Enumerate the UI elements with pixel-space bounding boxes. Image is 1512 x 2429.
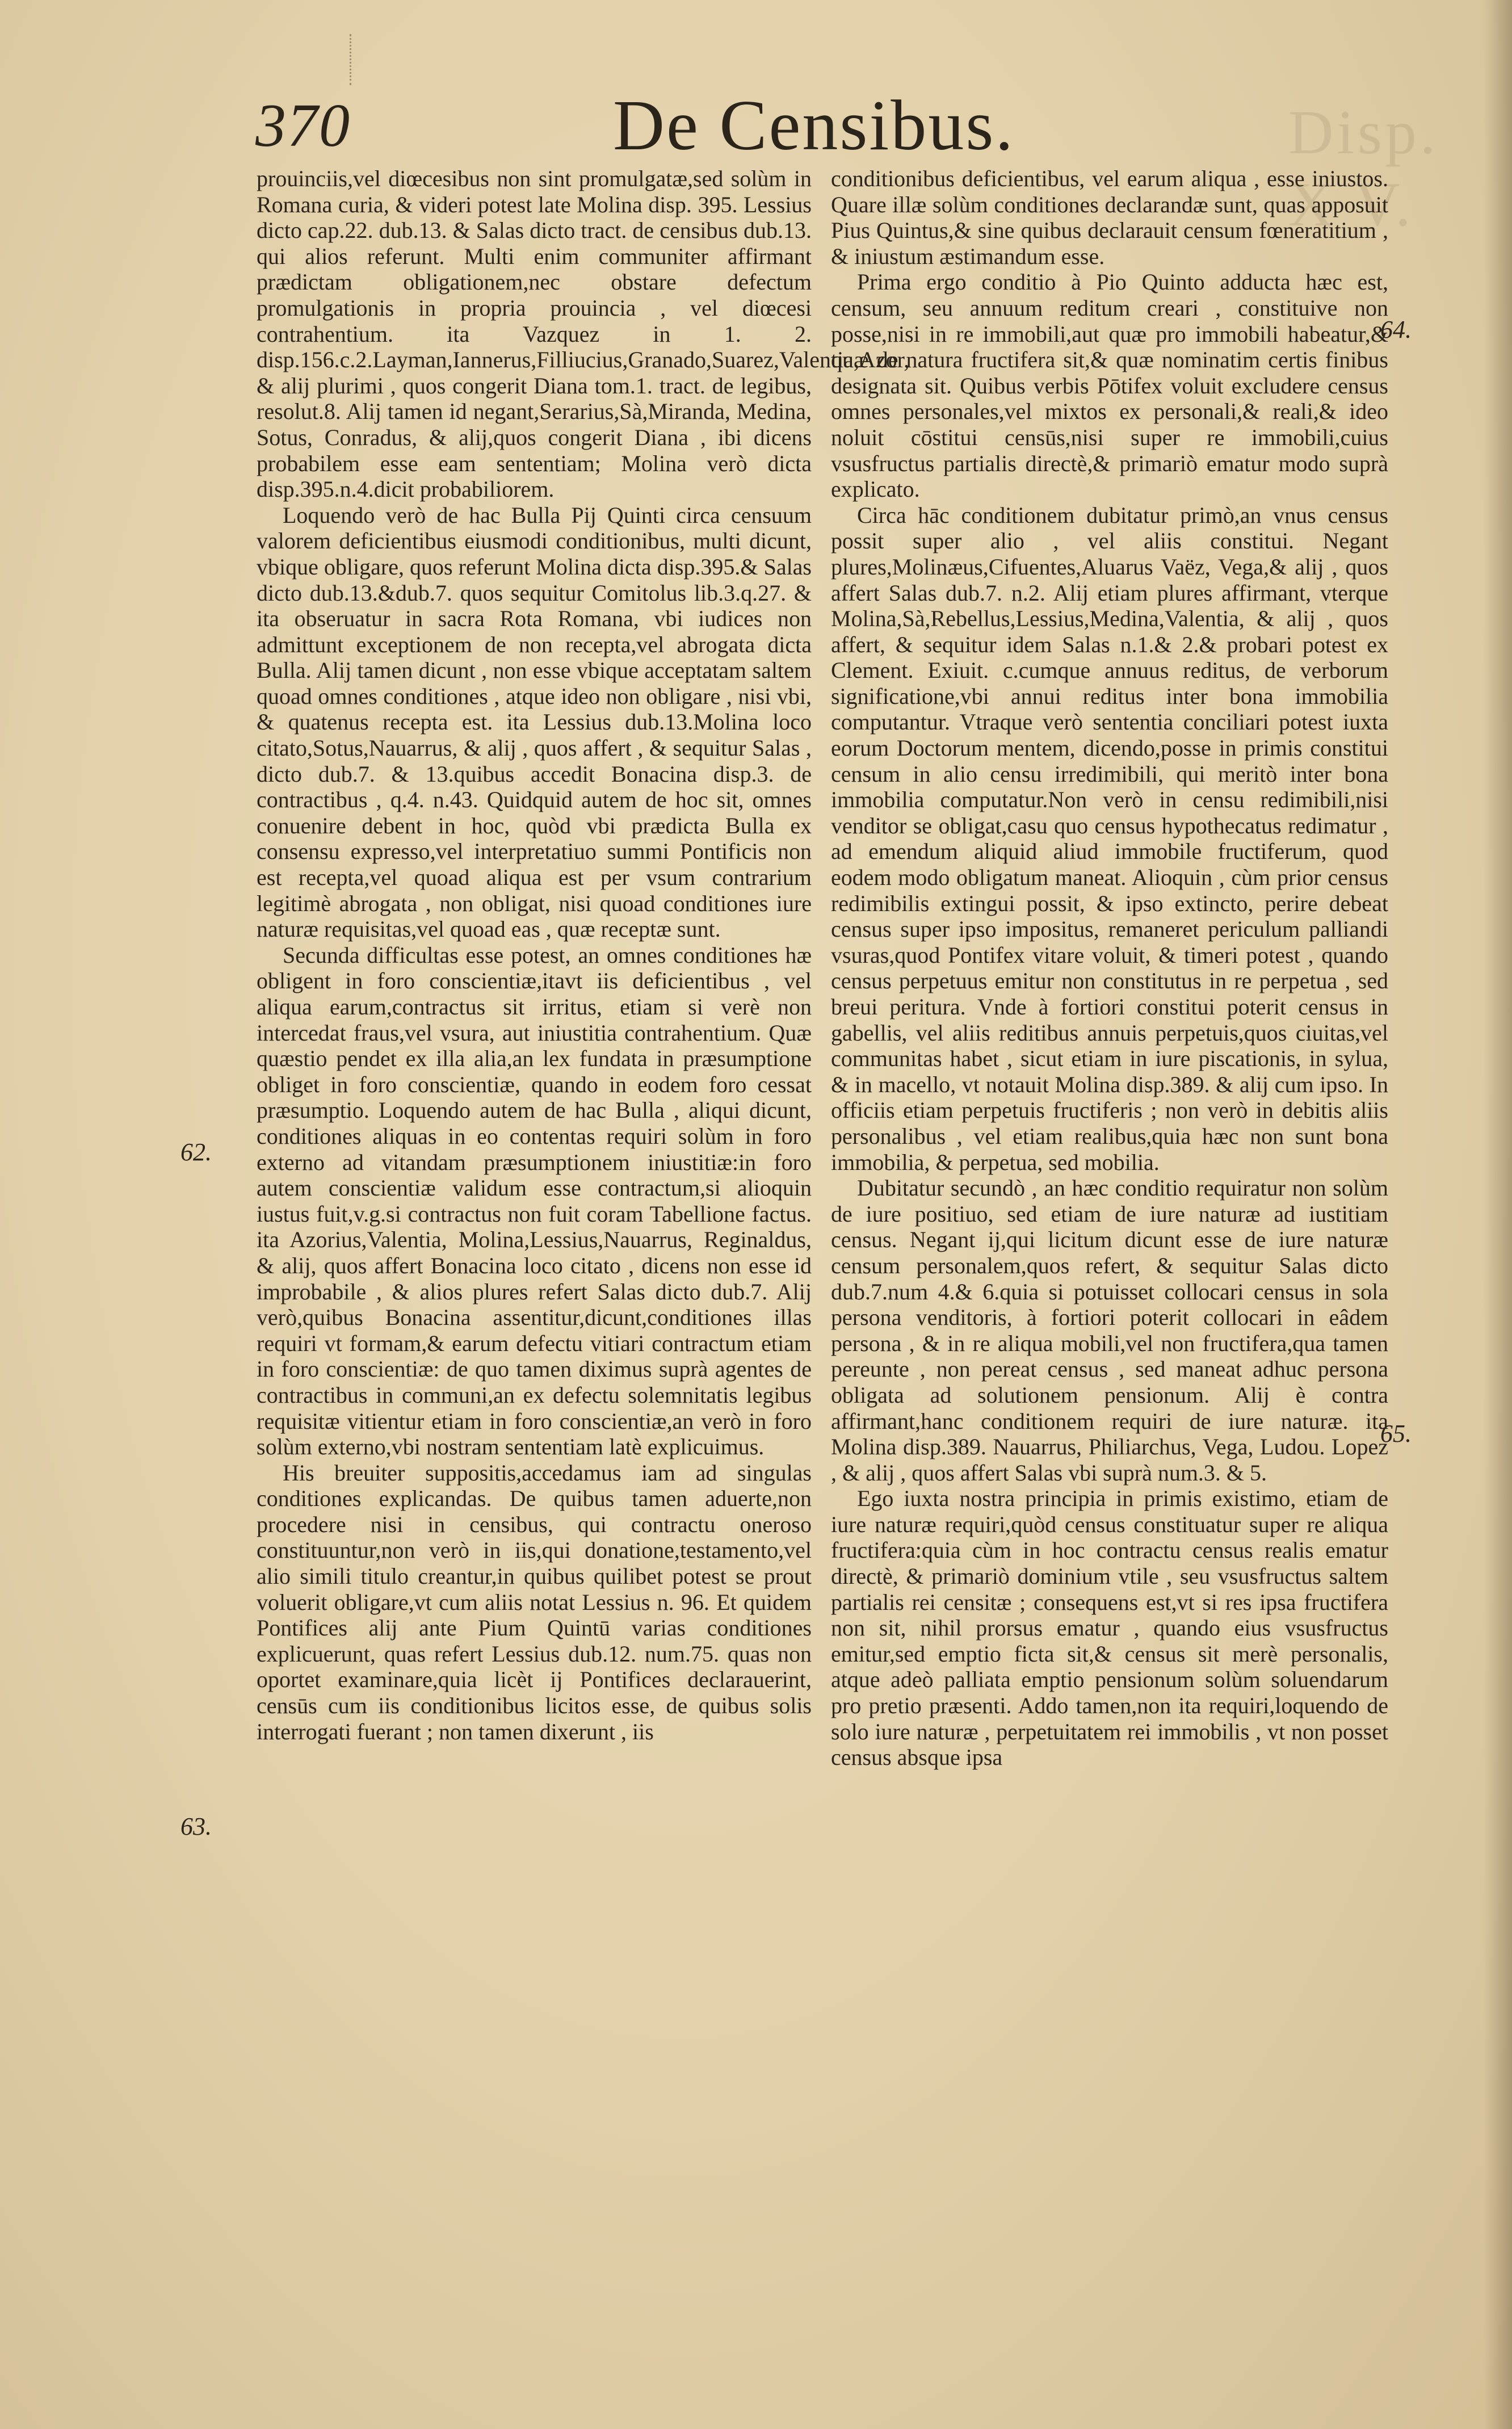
left-paragraph-2: Loquendo verò de hac Bulla Pij Quinti circa censuum valorem deficientibus eiusmodi conditionibus, multi dicunt, vbique obligare, quos referunt Molina dicta disp.395.& Salas dicto dub.13.&dub.7. quos sequitur Comitolus lib.3.q.27. & ita obseruatur in sacra Rota Romana, vbi iudices non admittunt exceptionem de non recepta,vel abrogata dicta Bulla. Alij tamen dicunt , non esse vbique acceptatam saltem quoad omnes conditiones , atque ideo non obligare , nisi vbi, & quatenus recepta est. ita Lessius dub.13.Molina loco citato,Sotus,Nauarrus, & alij , quos affert , & sequitur Salas , dicto dub.7. & 13.quibus accedit Bonacina disp.3. de contractibus , q.4. n.43. Quidquid autem de hoc sit, omnes conuenire debent in hoc, quòd vbi prædicta Bulla ex consensu expresso,vel interpretatiuo summi Pontificis non est recepta,vel quoad aliqua est per vsum contrarium legitimè abrogata , non obligat, nisi quoad conditiones iure naturæ requisitas,vel quoad eas , quæ receptæ sunt. [257,502,812,942]
right-column [831,166,1388,1771]
margin-number-65: 65. [1380,1420,1412,1448]
left-column [257,166,910,1744]
margin-number-62: 62. [180,1138,212,1166]
page-number: 370 [255,92,351,160]
left-paragraph-3: Secunda difficultas esse potest, an omnes conditiones hæ obligent in foro conscientiæ,itavt iis deficientibus , vel aliqua earum,contractus sit irritus, etiam si verè non intercedat fraus,vel vsura, aut iniustitia contrahentium. Quæ quæstio pendet ex illa alia,an lex fundata in præsumptione obliget in foro conscientiæ, quando in eodem foro cessat præsumptio. Loquendo autem de hac Bulla , aliqui dicunt, conditiones aliquas in eo contentas requiri solùm in foro externo ad vitandam præsumptionem iniustitiæ:in foro autem conscientiæ validum esse contractum,si alioquin iustus fuit,v.g.si contractus non fuit coram Tabellione factus. ita Azorius,Valentia, Molina,Lessius,Nauarrus, Reginaldus, & alij, quos affert Bonacina loco citato , dicens non esse id improbabile , & alios plures refert Salas dicto dub.7. Alij verò,quibus Bonacina assentitur,dicunt,conditiones illas requiri vt formam,& earum defectu vitiari contractum etiam in foro conscientiæ: de quo tamen diximus suprà agentes de contractibus in communi,an ex defectu solemnitatis legibus requisitæ vitientur etiam in foro conscientiæ,an verò in foro solùm externo,vbi nostram sententiam latè explicuimus. [257,942,812,1460]
margin-number-64: 64. [1380,316,1412,343]
running-title: De Censibus. [613,86,1015,165]
right-paragraph-2: Prima ergo conditio à Pio Quinto adducta hæc est, censum, seu annuum reditum creari , constituive non posse,nisi in re immobili,aut quæ pro immobili habeatur,& quæ de natura fructifera sit,& quæ nominatim certis finibus designata sit. Quibus verbis Pōtifex voluit excludere census omnes personales,vel mixtos ex personali,& reali,& ideo noluit cōstitui censūs,nisi super re immobili,cuius vsusfructus partialis directè,& primariò ematur modo suprà explicato. [831,269,1388,502]
right-paragraph-3: Circa hāc conditionem dubitatur primò,an vnus census possit super alio , vel aliis constitui. Negant plures,Molinæus,Cifuentes,Aluarus Vaëz, Vega,& alij , quos affert Salas dub.7. n.2. Alij etiam plures affirmant, vterque Molina,Sà,Rebellus,Lessius,Medina,Valentia, & alij , quos affert, & sequitur idem Salas n.1.& 2.& probari potest ex Clement. Exiuit. c.cumque annuus reditus, de verborum significatione,vbi annui reditus inter bona immobilia computantur. Vtraque verò sententia conciliari potest iuxta eorum Doctorum mentem, dicendo,posse in primis constitui censum in alio censu irredimibili, qui meritò inter bona immobilia computatur.Non verò in censu redimibili,nisi venditor se obligat,casu quo census hypothecatus redimatur , ad emendum aliquid aliud immobile fructiferum, quod eodem modo obligatum maneat. Alioquin , cùm prior census redimibilis extingui possit, & ipso extincto, perire debeat census super ipso impositus, remaneret periculum palliandi vsuras,quod Pontifex vitare voluit, & timeri potest , quando census perpetuus emitur non constitutus in re perpetua , sed breui peritura. Vnde à fortiori constitui poterit census in gabellis, vel aliis reditibus annuis perpetuis,quos ciuitas,vel communitas habet , sicut etiam in iure piscationis, in sylua, & in macello, vt notauit Molina disp.389. & alij cum ipso. In officiis etiam perpetuis fructiferis ; non verò in debitis aliis personalibus , vel etiam realibus,quia hæc non sunt bona immobilia, & perpetua, sed mobilia. [831,502,1388,1175]
right-paragraph-4: Dubitatur secundò , an hæc conditio requiratur non solùm de iure positiuo, sed etiam de iure naturæ ad iustitiam census. Negant ij,qui licitum dicunt esse de iure naturæ censum personalem,quos refert, & sequitur Salas dicto dub.7.num 4.& 6.quia si potuisset collocari census in sola persona venditoris, à fortiori poterit collocari in eâdem persona , & in re aliqua mobili,vel non fructifera,qua tamen pereunte , non pereat census , sed maneat adhuc persona obligata ad solutionem pensionum. Alij è contra affirmant,hanc conditionem requiri de iure naturæ. ita Molina disp.389. Nauarrus, Philiarchus, Vega, Ludou. Lopez , & alij , quos affert Salas vbi suprà num.3. & 5. [831,1175,1388,1486]
margin-number-63: 63. [180,1813,212,1840]
page-edge-shadow [1484,0,1512,2429]
right-paragraph-5: Ego iuxta nostra principia in primis existimo, etiam de iure naturæ requiri,quòd census constituatur super re aliqua fructifera:quia cùm in hoc contractu census realis ematur directè, & primariò dominium vtile , seu vsusfructus saltem partialis rei censitæ ; consequens est,vt si res ipsa fructifera non sit, nihil prorsus ematur , quando eius vsusfructus emitur,sed emptio ficta sit,& census sit merè personalis, atque adeò palliata emptio pensionum solùm soluendarum pro pretio præsenti. Addo tamen,non ita requiri,loquendo de solo iure naturæ , perpetuitatem rei immobilis , vt non posset census absque ipsa [831,1486,1388,1771]
right-paragraph-1: conditionibus deficientibus, vel earum aliqua , esse iniustos. Quare illæ solùm conditiones declarandæ sunt, quas apposuit Pius Quintus,& sine quibus declarauit censum fœneratitium , & iniustum æstimandum esse. [831,166,1388,269]
binding-mark [350,34,356,85]
left-paragraph-4: His breuiter suppositis,accedamus iam ad singulas conditiones explicandas. De quibus tamen aduerte,non procedere nisi in censibus, qui contractu oneroso constituuntur,non verò in iis,qui donatione,testamento,vel alio simili titulo creantur,in quibus quilibet potest se prout voluerit obligare,vt cum aliis notat Lessius n. 96. Et quidem Pontifices alij ante Pium Quintū varias conditiones explicuerunt, quas refert Lessius dub.12. num.75. quas non oportet examinare,quia licèt ij Pontifices declarauerint, censūs cum iis conditionibus licitos esse, de quibus solis interrogati fuerant ; non tamen dixerunt , iis [257,1459,812,1744]
left-paragraph-1: prouinciis,vel diœcesibus non sint promulgatæ,sed solùm in Romana curia, & videri potest late Molina disp. 395. Lessius dicto cap.22. dub.13. & Salas dicto tract. de censibus dub.13. qui alios referunt. Multi enim communiter affirmant prædictam obligationem,nec obstare defectum promulgationis in propria prouincia , vel diœcesi contrahentium. ita Vazquez in 1. 2. disp.156.c.2.Layman,Iannerus,Filliucius,Granado,Suarez,Valentia,Azor, & alij plurimi , quos congerit Diana tom.1. tract. de legibus, resolut.8. Alij tamen id negant,Serarius,Sà,Miranda, Medina, Sotus, Conradus, & alij,quos congerit Diana , ibi dicens probabilem esse eam sententiam; Molina verò dicta disp.395.n.4.dicit probabiliorem. [257,166,910,502]
show-through-text: Disp. X V. [1288,98,1439,239]
